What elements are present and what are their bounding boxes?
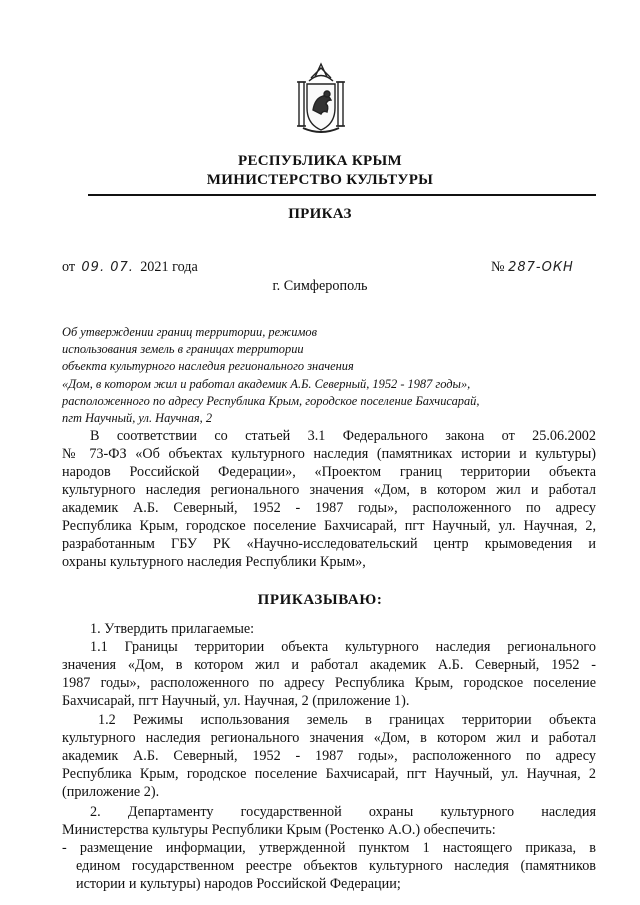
subject-line: Об утверждении границ территории, режимов — [62, 325, 317, 339]
item-1-1-line: 1.1 Границы территории объекта культурного наследия регионального — [90, 639, 596, 655]
date-line — [62, 258, 198, 277]
item-1-2-line: 1.2 Режимы использования земель в границах территории объекта — [98, 712, 596, 728]
item-2-line: - размещение информации, утвержденной пунктом 1 настоящего приказа, в — [62, 840, 596, 856]
item-1-2-line: (приложение 2). — [62, 784, 160, 800]
subject-line: пгт Научный, ул. Научная, 2 — [62, 411, 213, 426]
item-1-intro: 1. Утвердить прилагаемые: — [90, 621, 255, 637]
item-2-line: едином государственном реестре объектов культурного наследия (памятников — [76, 858, 596, 874]
subject-block — [62, 324, 502, 427]
subject-line: объекта культурного наследия регионального значения — [62, 359, 354, 374]
header-divider — [88, 194, 596, 196]
item-2-line: Министерства культуры Республики Крым (Ростенко А.О.) обеспечить: — [62, 822, 496, 838]
preamble-line: разработанным ГБУ РК «Научно-исследовательский центр крымоведения и — [62, 536, 596, 552]
preamble-line: охраны культурного наследия Республики Крым», — [62, 554, 366, 570]
item-2 — [62, 803, 596, 893]
item-1-1-line: Бахчисарай, пгт Научный, ул. Научная, 2 (приложение 1). — [62, 693, 410, 709]
item-1-2-line: культурного наследия регионального значения «Дом, в котором жил и работал — [62, 730, 596, 746]
order-number — [491, 258, 574, 277]
city: г. Симферополь — [272, 278, 368, 294]
date-handwritten: 09. 07. — [81, 260, 134, 275]
preamble-line: народов Российской Федерации», «Проектом границ территории объекта — [62, 464, 596, 480]
subject-line: «Дом, в котором жил и работал академик А.Б. Северный, 1952 - 1987 годы», — [62, 376, 471, 391]
preamble-line: Республика Крым, городское поселение Бахчисарай, пгт Научный, ул. Научная, 2, — [62, 518, 596, 534]
number-prefix: № — [491, 259, 505, 275]
document-type: ПРИКАЗ — [288, 206, 352, 222]
number-handwritten: 287-ОКН — [508, 260, 574, 275]
crimea-coat-of-arms-icon — [293, 62, 349, 136]
item-1-2-line: академик А.Б. Северный, 1952 - 1987 годы», расположенного по адресу — [62, 748, 596, 764]
item-2-line: истории и культуры) народов Российской Федерации; — [76, 876, 401, 892]
preamble — [62, 427, 596, 571]
item-1-2-line: Республика Крым, городское поселение Бахчисарай, пгт Научный, ул. Научная, 2 — [62, 766, 596, 782]
preamble-line: № 73-ФЗ «Об объектах культурного наследия (памятниках истории и культуры) — [62, 446, 596, 462]
date-year: 2021 года — [140, 259, 198, 275]
ministry-title: МИНИСТЕРСТВО КУЛЬТУРЫ — [206, 172, 434, 188]
republic-title: РЕСПУБЛИКА КРЫМ — [238, 153, 402, 169]
preamble-line: В соответствии со статьей 3.1 Федерального закона от 25.06.2002 — [90, 428, 596, 444]
item-1-1-line: 1987 годы», расположенного по адресу Республика Крым, городское поселение — [62, 675, 596, 691]
item-1 — [62, 620, 596, 801]
item-2-line: 2. Департаменту государственной охраны культурного наследия — [90, 804, 596, 820]
item-1-1-line: значения «Дом, в котором жил и работал академик А.Б. Северный, 1952 - — [62, 657, 596, 673]
preamble-line: культурного наследия регионального значения «Дом, в котором жил и работал — [62, 482, 596, 498]
order-heading: ПРИКАЗЫВАЮ: — [257, 592, 383, 608]
preamble-line: академик А.Б. Северный, 1952 - 1987 годы», расположенного по адресу — [62, 500, 596, 516]
subject-line: расположенного по адресу Республика Крым, городское поселение Бахчисарай, — [62, 393, 480, 408]
subject-line: использования земель в границах территории — [62, 342, 304, 357]
date-prefix: от — [62, 259, 76, 275]
